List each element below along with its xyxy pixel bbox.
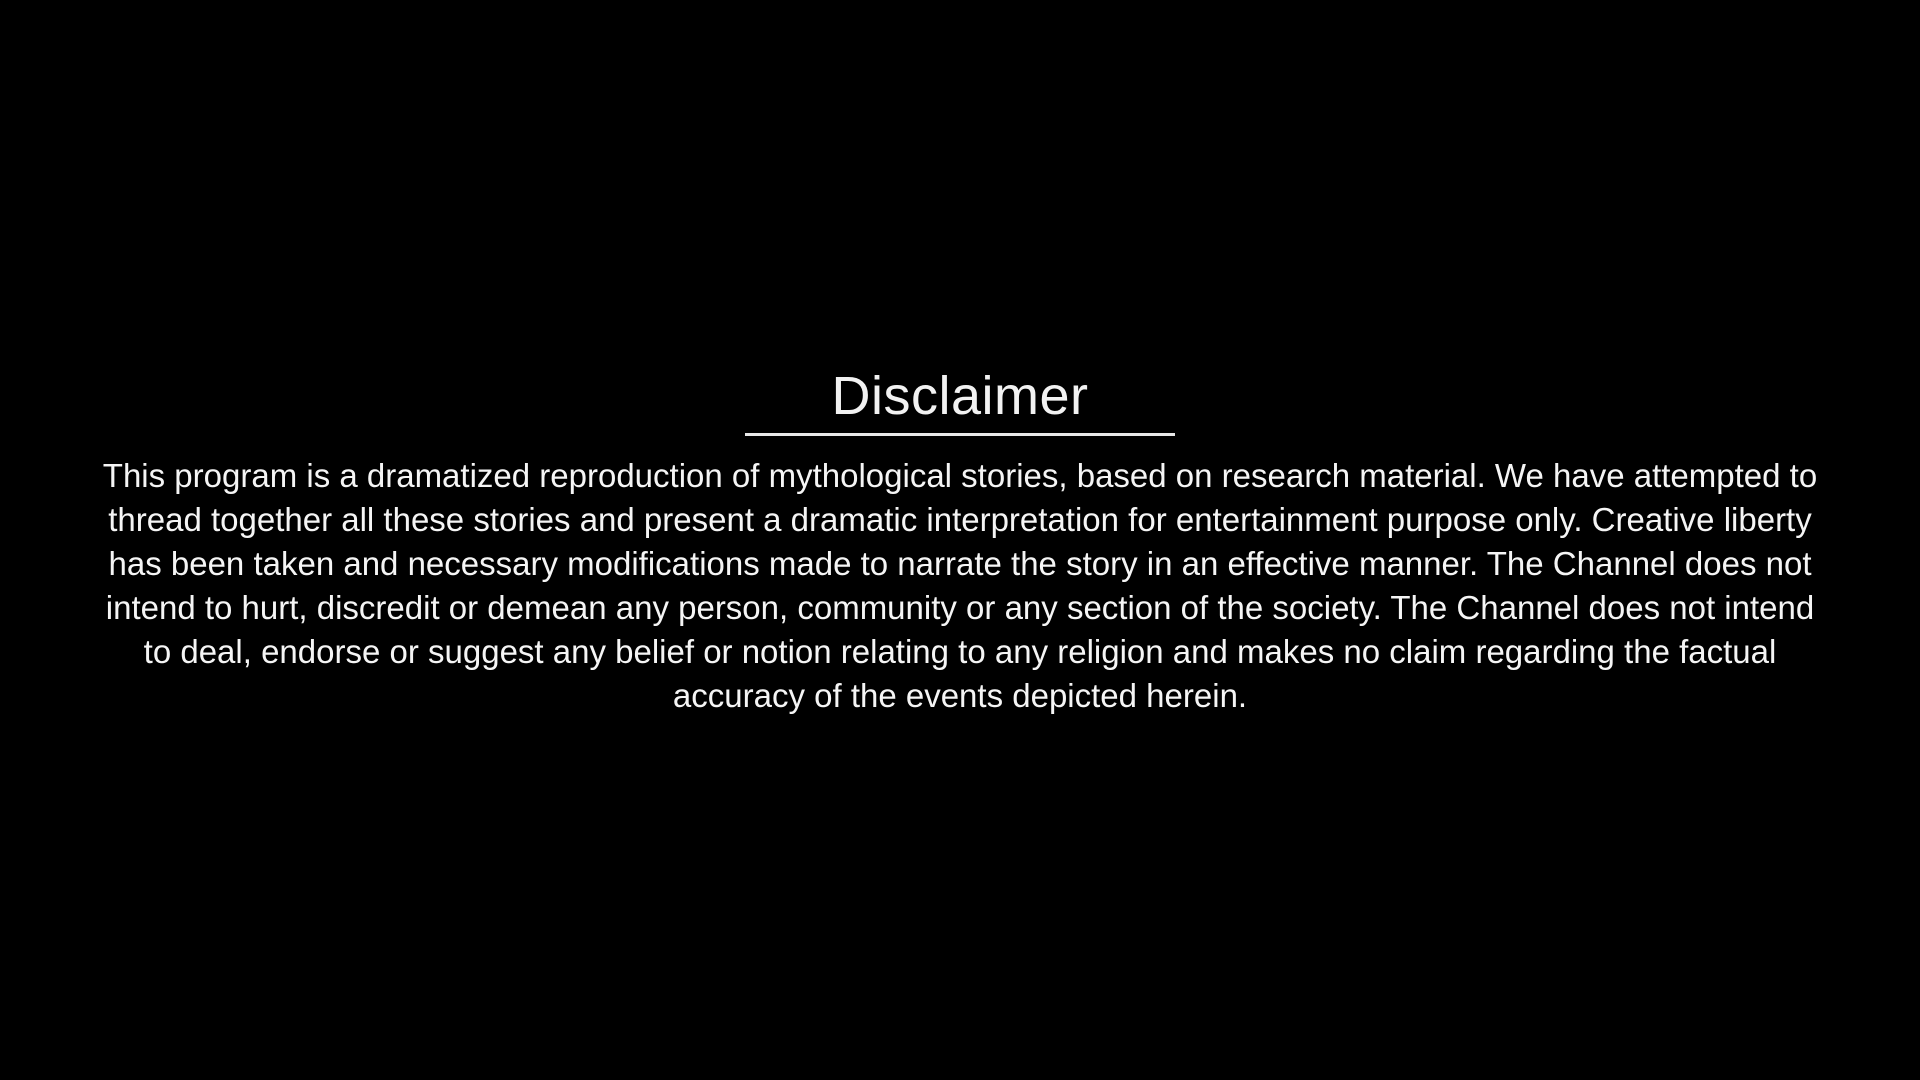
disclaimer-body-text: This program is a dramatized reproduction of mythological stories, based on research material. We have attempted to thread together all these stories and present a dramatic interpretation for entertainment purpose only. Creative liberty has been taken and necessary modifications made to narrate the story in an effective manner. The Channel does not intend to hurt, discredit or demean any person, community or any section of the society. The Channel does not intend to deal, endorse or suggest any belief or notion relating to any religion and makes no claim regarding the factual accuracy of the events depicted herein.: [102, 457, 1818, 714]
page-title: Disclaimer: [831, 366, 1089, 426]
title-underline-divider: [745, 433, 1175, 436]
disclaimer-card: [80, 365, 1840, 718]
